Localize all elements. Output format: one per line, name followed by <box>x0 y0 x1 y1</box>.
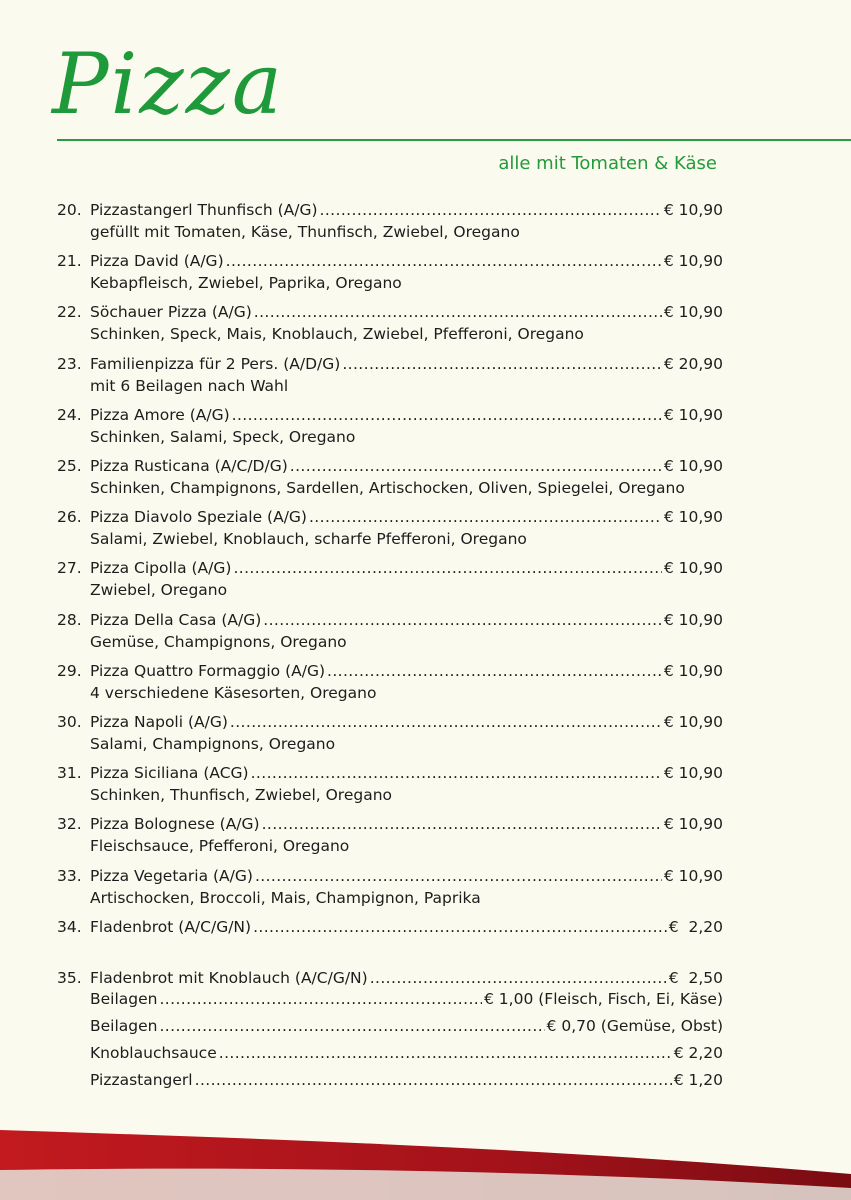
side-price: € 2,20 <box>673 1044 723 1062</box>
menu-item <box>57 967 723 989</box>
side-item <box>90 988 723 1010</box>
item-number: 23. <box>57 354 82 373</box>
item-number: 24. <box>57 405 82 424</box>
item-price: € 10,90 <box>663 713 723 731</box>
leader-dots <box>159 1015 544 1037</box>
menu-item <box>57 404 723 426</box>
item-name: Pizza Amore (A/G) <box>90 405 230 424</box>
menu-item <box>57 250 723 272</box>
item-number: 26. <box>57 508 82 527</box>
item-name: Pizza Quattro Formaggio (A/G) <box>90 661 325 680</box>
item-description: Gemüse, Champignons, Oregano <box>90 632 347 651</box>
item-price: € 10,90 <box>663 559 723 578</box>
item-price: € 10,90 <box>663 661 723 680</box>
menu-subtitle: alle mit Tomaten & Käse <box>498 153 717 174</box>
item-number: 33. <box>57 866 82 885</box>
page-title: Pizza <box>52 35 284 133</box>
leader-dots <box>219 1042 672 1064</box>
menu-item <box>57 762 723 784</box>
leader-dots <box>233 557 661 579</box>
item-number: 32. <box>57 815 82 834</box>
side-item <box>90 1069 723 1091</box>
menu-item <box>57 455 723 477</box>
item-name: Familienpizza für 2 Pers. (A/D/G) <box>90 354 341 373</box>
leader-dots <box>159 988 482 1010</box>
side-item <box>90 1015 723 1037</box>
leader-dots <box>263 609 662 631</box>
side-item <box>90 1042 723 1064</box>
side-name: Beilagen <box>90 990 158 1008</box>
side-price: € 1,20 <box>673 1071 723 1089</box>
leader-dots <box>232 404 662 426</box>
leader-dots <box>254 301 662 323</box>
menu-item <box>57 557 723 579</box>
title-divider <box>57 139 851 141</box>
item-price: € 20,90 <box>663 354 723 373</box>
item-description: Fleischsauce, Pfefferoni, Oregano <box>90 837 350 856</box>
item-number: 27. <box>57 559 82 578</box>
item-number: 29. <box>57 661 82 680</box>
item-description: Kebapfleisch, Zwiebel, Paprika, Oregano <box>90 274 402 293</box>
item-name: Pizza Cipolla (A/G) <box>90 559 232 578</box>
item-number: 22. <box>57 303 82 322</box>
menu-item <box>57 609 723 631</box>
menu-item <box>57 865 723 887</box>
item-price: € 2,20 <box>668 917 723 936</box>
leader-dots <box>262 813 662 835</box>
item-description: Schinken, Salami, Speck, Oregano <box>90 427 356 446</box>
side-name: Beilagen <box>90 1017 158 1035</box>
item-number: 30. <box>57 713 82 731</box>
item-description: mit 6 Beilagen nach Wahl <box>90 376 289 395</box>
leader-dots <box>255 865 662 887</box>
item-number: 28. <box>57 610 82 629</box>
menu-item <box>57 660 723 682</box>
leader-dots <box>320 199 662 221</box>
item-price: € 10,90 <box>663 866 723 885</box>
leader-dots <box>195 1069 672 1091</box>
item-price: € 2,50 <box>668 969 723 987</box>
item-description: 4 verschiedene Käsesorten, Oregano <box>90 683 377 702</box>
item-description: Schinken, Thunfisch, Zwiebel, Oregano <box>90 786 393 805</box>
leader-dots <box>290 455 662 477</box>
item-name: Pizza Bolognese (A/G) <box>90 815 260 834</box>
item-price: € 10,90 <box>663 252 723 271</box>
leader-dots <box>370 967 667 989</box>
item-price: € 10,90 <box>663 201 723 219</box>
item-description: Schinken, Champignons, Sardellen, Artischocken, Oliven, Spiegelei, Oregano <box>90 479 685 497</box>
item-description: Salami, Zwiebel, Knoblauch, scharfe Pfefferoni, Oregano <box>90 530 527 549</box>
menu-item <box>57 301 723 323</box>
menu-item <box>57 353 723 375</box>
leader-dots <box>230 711 662 733</box>
item-name: Pizza Diavolo Speziale (A/G) <box>90 508 307 527</box>
side-name: Pizzastangerl <box>90 1071 193 1089</box>
item-name: Pizza Vegetaria (A/G) <box>90 866 253 885</box>
item-name: Pizzastangerl Thunfisch (A/G) <box>90 201 318 219</box>
item-price: € 10,90 <box>663 508 723 527</box>
item-description: Salami, Champignons, Oregano <box>90 735 336 753</box>
item-name: Pizza Siciliana (ACG) <box>90 764 249 783</box>
item-number: 21. <box>57 252 82 271</box>
item-number: 20. <box>57 201 82 219</box>
decorative-wave <box>0 1130 851 1200</box>
item-price: € 10,90 <box>663 457 723 475</box>
menu-item <box>57 199 723 221</box>
item-price: € 10,90 <box>663 405 723 424</box>
item-number: 34. <box>57 917 82 936</box>
leader-dots <box>251 762 662 784</box>
item-price: € 10,90 <box>663 610 723 629</box>
item-name: Fladenbrot mit Knoblauch (A/C/G/N) <box>90 969 368 987</box>
item-number: 31. <box>57 764 82 783</box>
menu-item <box>57 711 723 733</box>
item-number: 25. <box>57 457 82 475</box>
leader-dots <box>327 660 662 682</box>
side-name: Knoblauchsauce <box>90 1044 217 1062</box>
item-description: Zwiebel, Oregano <box>90 581 228 600</box>
item-price: € 10,90 <box>663 764 723 783</box>
item-name: Pizza Rusticana (A/C/D/G) <box>90 457 288 475</box>
side-price: € 0,70 (Gemüse, Obst) <box>546 1017 723 1035</box>
item-price: € 10,90 <box>663 815 723 834</box>
item-description: gefüllt mit Tomaten, Käse, Thunfisch, Zwiebel, Oregano <box>90 223 520 241</box>
item-name: Söchauer Pizza (A/G) <box>90 303 252 322</box>
menu-item <box>57 813 723 835</box>
item-name: Pizza Della Casa (A/G) <box>90 610 262 629</box>
item-name: Pizza David (A/G) <box>90 252 224 271</box>
side-price: € 1,00 (Fleisch, Fisch, Ei, Käse) <box>484 990 723 1008</box>
item-description: Schinken, Speck, Mais, Knoblauch, Zwiebel, Pfefferoni, Oregano <box>90 325 584 344</box>
item-number: 35. <box>57 969 82 987</box>
item-description: Artischocken, Broccoli, Mais, Champignon, Paprika <box>90 888 481 907</box>
item-name: Pizza Napoli (A/G) <box>90 713 228 731</box>
leader-dots <box>342 353 662 375</box>
leader-dots <box>309 506 662 528</box>
menu-item <box>57 506 723 528</box>
item-name: Fladenbrot (A/C/G/N) <box>90 917 252 936</box>
leader-dots <box>226 250 662 272</box>
leader-dots <box>253 916 667 938</box>
item-price: € 10,90 <box>663 303 723 322</box>
menu-item <box>57 916 723 938</box>
